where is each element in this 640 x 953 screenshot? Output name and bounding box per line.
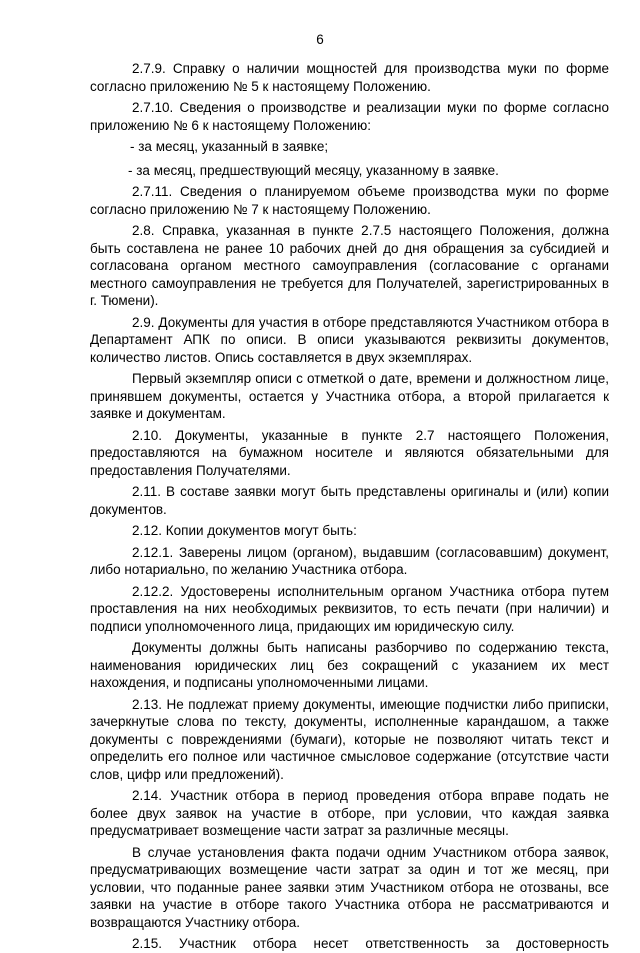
paragraph-2-12-1: 2.12.1. Заверены лицом (органом), выдавшим (согласовавшим) документ, либо нотариально, по желанию Участника отбора. xyxy=(90,544,609,577)
paragraph-2-12: 2.12. Копии документов могут быть: xyxy=(132,523,357,538)
paragraph-2-13: 2.13. Не подлежат приему документы, имеющие подчистки либо приписки, зачеркнутые слова по тексту, документы, исполненные карандашом, а также документы с повреждениями (бумаги), которые не позволяют читать текст и определить его полное или частичное смысловое содержание (отсутствие части слов, цифр или предложений). xyxy=(90,696,609,782)
paragraph-2-7-11: 2.7.11. Сведения о планируемом объеме производства муки по форме согласно приложению № 7 к настоящему Положению. xyxy=(90,184,609,217)
page-number: 6 xyxy=(316,32,324,47)
paragraph-first-copy: Первый экземпляр описи с отметкой о дате, времени и должностном лице, принявшем документы, остается у Участника отбора, а второй прилагается к заявке и документам. xyxy=(90,371,609,421)
paragraph-2-9: 2.9. Документы для участия в отборе представляются Участником отбора в Департамент АПК по описи. В описи указываются реквизиты документов, количество листов. Опись составляется в двух экземплярах. xyxy=(90,314,609,365)
list-item-previous-month: - за месяц, предшествующий месяцу, указанному в заявке. xyxy=(128,162,499,178)
paragraph-duplicate-applications: В случае установления факта подачи одним Участником отбора заявок, предусматривающих возмещение части затрат за один и тот же месяц, при условии, что поданные ранее заявки этим Участником отбора не отозваны, все заявки на участие в отборе такого Участника отбора не рассматриваются и возвращаются Участнику отбора. xyxy=(90,844,609,930)
document-body xyxy=(90,60,609,953)
paragraph-2-12-2: 2.12.2. Удостоверены исполнительным органом Участника отбора путем проставления на них необходимых реквизитов, то есть печати (при наличии) и подписи уполномоченного лица, придающих им юридическую силу. xyxy=(90,583,609,634)
list-item-current-month: - за месяц, указанный в заявке; xyxy=(130,139,329,154)
paragraph-2-7-9: 2.7.9. Справку о наличии мощностей для производства муки по форме согласно приложению № 5 к настоящему Положению. xyxy=(90,61,609,94)
paragraph-documents-legible: Документы должны быть написаны разборчиво по содержанию текста, наименования юридических лиц без сокращений с указанием их мест нахождения, и подписаны уполномоченными лицами. xyxy=(90,640,609,690)
paragraph-2-11: 2.11. В составе заявки могут быть представлены оригиналы и (или) копии документов. xyxy=(90,484,609,517)
paragraph-2-15: 2.15. Участник отбора несет ответственность за достоверность xyxy=(132,936,609,951)
paragraph-2-8: 2.8. Справка, указанная в пункте 2.7.5 настоящего Положения, должна быть составлена не ранее 10 рабочих дней до дня обращения за субсидией и согласована органом местного самоуправления (согласование с органами местного самоуправления не требуется для Получателей, зарегистрированных в г. Тюмени). xyxy=(90,223,609,308)
paragraph-2-7-10: 2.7.10. Сведения о производстве и реализации муки по форме согласно приложению № 6 к настоящему Положению: xyxy=(90,100,609,133)
paragraph-2-10: 2.10. Документы, указанные в пункте 2.7 настоящего Положения, предоставляются на бумажном носителе и являются обязательными для предоставления Получателями. xyxy=(90,427,609,478)
paragraph-2-14: 2.14. Участник отбора в период проведения отбора вправе подать не более двух заявок на участие в отборе, при условии, что каждая заявка предусматривает возмещение части затрат за различные месяцы. xyxy=(90,788,609,838)
